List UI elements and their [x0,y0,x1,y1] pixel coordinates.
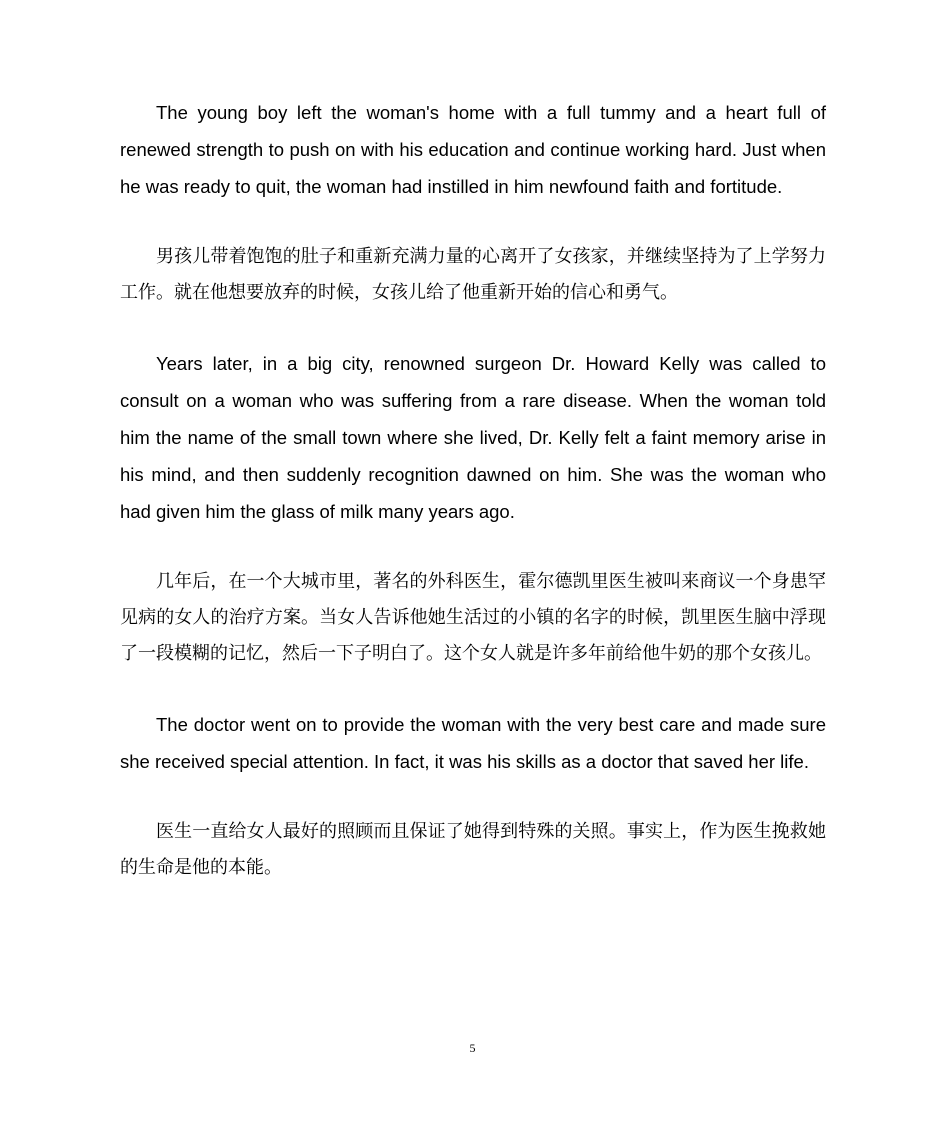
paragraph-english-1: The young boy left the woman's home with a full tummy and a heart full of renewed strength to push on with his education and continue working hard. Just when he was ready to quit, the woman had instilled in him newfound faith and fortitude. [120,102,826,197]
paragraph-gap [120,530,826,564]
page-number: 5 [469,1041,476,1055]
paragraph-gap [120,672,826,706]
paragraph-gap [120,205,826,239]
paragraph-english-2: Years later, in a big city, renowned surgeon Dr. Howard Kelly was called to consult on a woman who was suffering from a rare disease. When the woman told him the name of the small town where she lived, Dr. Kelly felt a faint memory arise in his mind, and then suddenly recognition dawned on him. She was the woman who had given him the glass of milk many years ago. [120,353,826,522]
document-body [120,94,826,886]
paragraph-chinese-3: 医生一直给女人最好的照顾而且保证了她得到特殊的关照。事实上，作为医生挽救她的生命是他的本能。 [120,821,826,878]
paragraph-chinese-1: 男孩儿带着饱饱的肚子和重新充满力量的心离开了女孩家，并继续坚持为了上学努力工作。就在他想要放弃的时候，女孩儿给了他重新开始的信心和勇气。 [120,246,826,303]
paragraph-gap [120,780,826,814]
paragraph-english-3: The doctor went on to provide the woman with the very best care and made sure she received special attention. In fact, it was his skills as a doctor that saved her life. [120,714,826,772]
paragraph-gap [120,311,826,345]
paragraph-chinese-2: 几年后，在一个大城市里，著名的外科医生，霍尔德凯里医生被叫来商议一个身患罕见病的女人的治疗方案。当女人告诉他她生活过的小镇的名字的时候，凯里医生脑中浮现了一段模糊的记忆，然后一下子明白了。这个女人就是许多年前给他牛奶的那个女孩儿。 [120,571,826,664]
